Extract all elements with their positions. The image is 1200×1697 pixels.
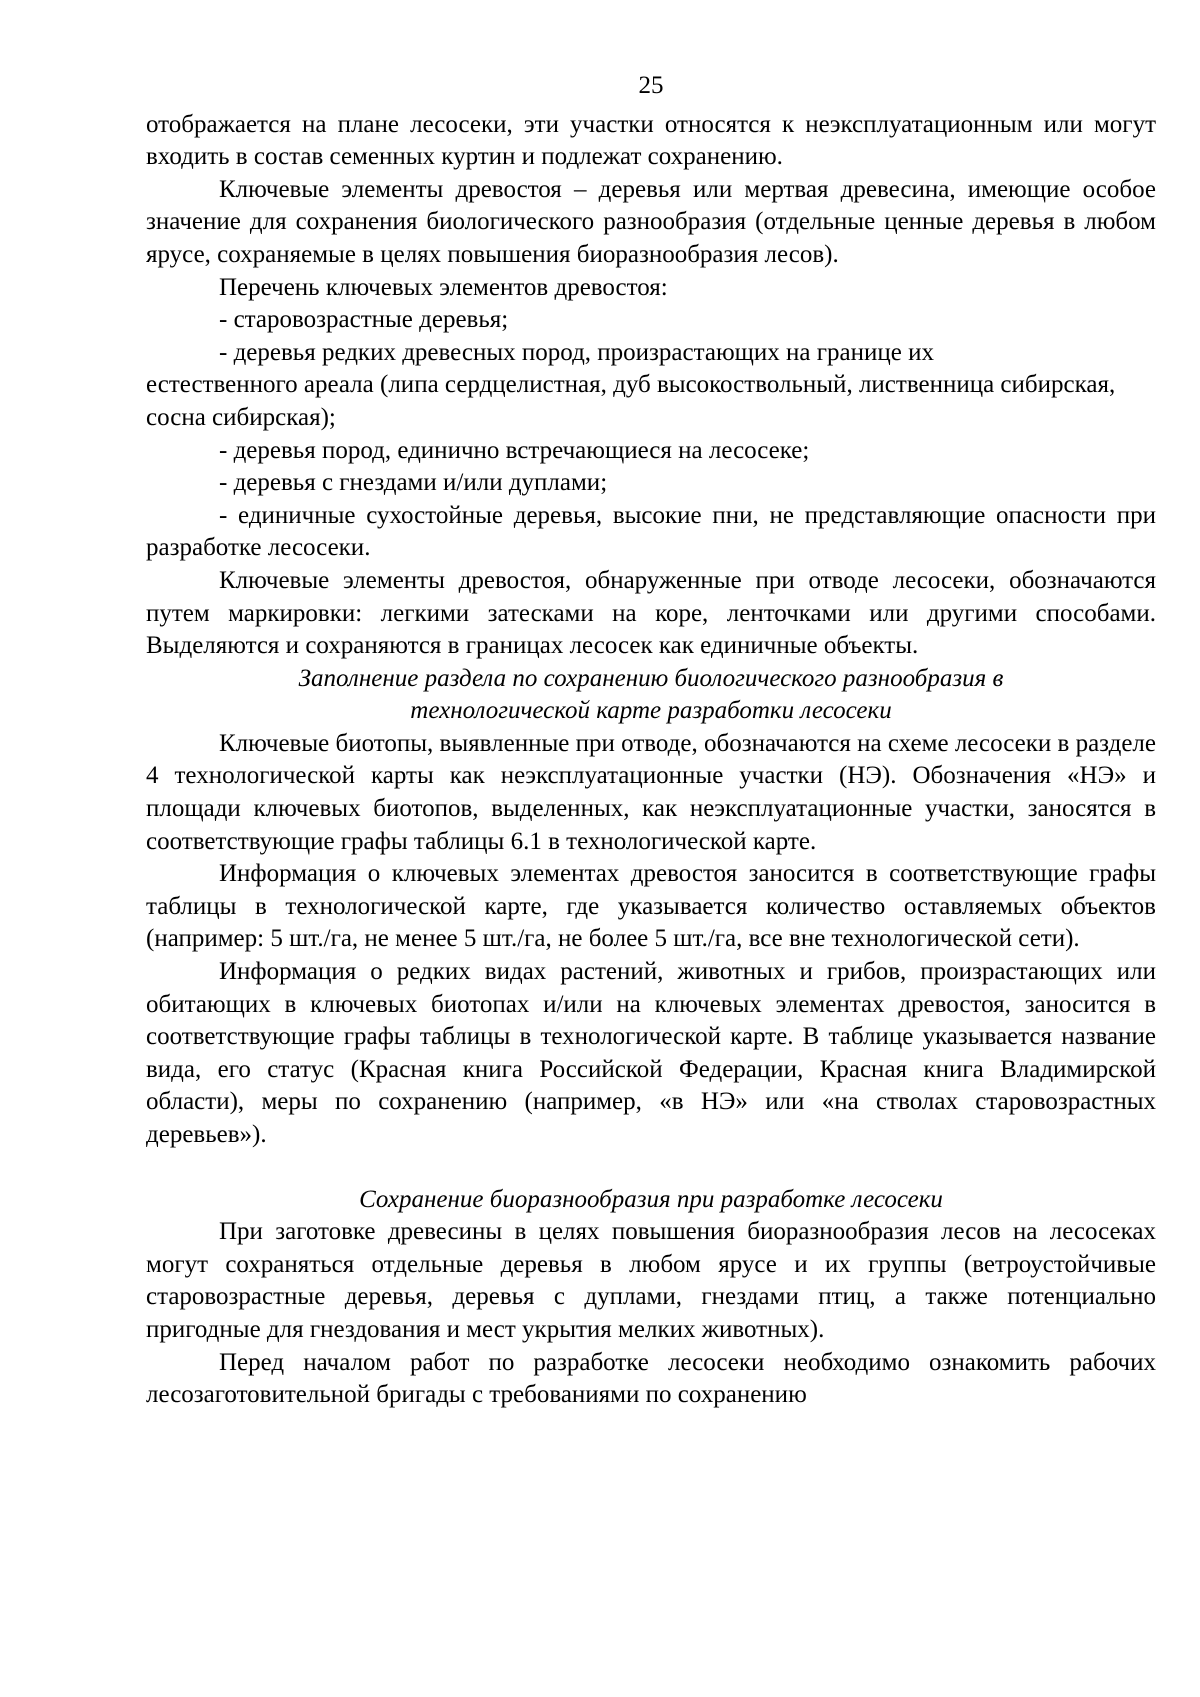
- paragraph-rare-species-info: Информация о редких видах растений, животных и грибов, произрастающих или обитающих в ключевых биотопах и/или на ключевых элементах древостоя, заносится в соответствующие графы таблицы в технологической карте. В таблице указывается название вида, его статус (Красная книга Российской Федерации, Красная книга Владимирской области), меры по сохранению (например, «в НЭ» или «на стволах старовозрастных деревьев»).: [146, 958, 1156, 1148]
- paragraph-key-elements-info: Информация о ключевых элементах древостоя заносится в соответствующие графы таблицы в технологической карте, где указывается количество оставляемых объектов (например: 5 шт./га, не менее 5 шт./га, не более 5 шт./га, все вне технологической сети).: [146, 860, 1156, 953]
- paragraph-unexploited-plots: отображается на плане лесосеки, эти участки относятся к неэксплуатационным или могут входить в состав семенных куртин и подлежат сохранению.: [146, 110, 1156, 171]
- list-item-rare-species-continuation: естественного ареала (липа сердцелистная, дуб высокоствольный, лиственница сибирская, сосна сибирская);: [146, 371, 1116, 431]
- list-item-rare-species-trees: - деревья редких древесных пород, произрастающих на границе их: [219, 338, 934, 366]
- list-item-dead-standing-trees: - единичные сухостойные деревья, высокие пни, не представляющие опасности при разработке лесосеки.: [146, 501, 1156, 562]
- document-page: [146, 70, 1156, 1412]
- paragraph-harvest-biodiversity: При заготовке древесины в целях повышения биоразнообразия лесов на лесосеках могут сохраняться отдельные деревья в любом ярусе и их группы (ветроустойчивые старовозрастные деревья, деревья с дуплами, гнездами птиц, а также потенциально пригодные для гнездования и мест укрытия мелких животных).: [146, 1218, 1156, 1343]
- list-item-nest-hollow-trees: - деревья с гнездами и/или дуплами;: [219, 469, 608, 497]
- section-heading-conservation: Сохранение биоразнообразия при разработке лесосеки: [359, 1185, 943, 1213]
- section-heading-filling: [146, 663, 1156, 728]
- section-heading-filling-line2: технологической карте разработки лесосеки: [410, 697, 892, 725]
- section-spacer: [146, 1152, 1156, 1184]
- list-item-old-growth-trees: - старовозрастные деревья;: [219, 306, 509, 334]
- section-heading-filling-line1: Заполнение раздела по сохранению биологического разнообразия в: [298, 664, 1004, 692]
- page-number: 25: [638, 72, 664, 99]
- paragraph-key-biotopes: Ключевые биотопы, выявленные при отводе, обозначаются на схеме лесосеки в разделе 4 технологической карты как неэксплуатационные участки (НЭ). Обозначения «НЭ» и площади ключевых биотопов, выделенных, как неэксплуатационные участки, заносятся в соответствующие графы таблицы 6.1 в технологической карте.: [146, 729, 1156, 855]
- paragraph-key-elements-list-intro: Перечень ключевых элементов древостоя:: [219, 273, 668, 301]
- paragraph-crew-briefing: Перед началом работ по разработке лесосеки необходимо ознакомить рабочих лесозаготовительной бригады с требованиями по сохранению: [146, 1348, 1156, 1409]
- paragraph-key-elements-definition: Ключевые элементы древостоя – деревья или мертвая древесина, имеющие особое значение для сохранения биологического разнообразия (отдельные ценные деревья в любом ярусе, сохраняемые в целях повышения биоразнообразия лесов).: [146, 175, 1156, 268]
- paragraph-marking-key-elements: Ключевые элементы древостоя, обнаруженные при отводе лесосеки, обозначаются путем маркировки: легкими затесками на коре, ленточками или другими способами. Выделяются и сохраняются в границах лесосек как единичные объекты.: [146, 566, 1156, 660]
- list-item-single-species-trees: - деревья пород, единично встречающиеся на лесосеке;: [219, 436, 810, 464]
